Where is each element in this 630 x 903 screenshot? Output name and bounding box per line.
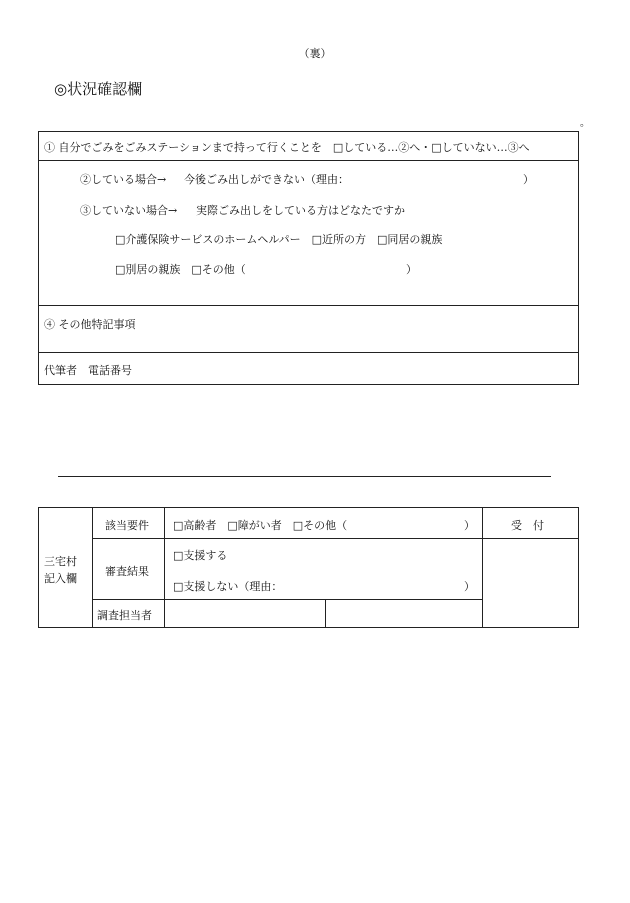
question-3-label: ③していない場合→: [80, 204, 178, 217]
helper-options-row-2: □別居の親族 □その他（: [115, 263, 246, 276]
investigator-label: 調査担当者: [97, 609, 152, 622]
requirement-label: 該当要件: [105, 519, 149, 532]
requirement-close: ）: [464, 519, 475, 532]
question-2-text: 今後ごみ出しができない（理由：: [184, 173, 349, 186]
separator-line: [58, 476, 551, 477]
helper-options-row-2-close: ）: [406, 263, 417, 276]
row-divider: [39, 160, 578, 161]
col-divider: [482, 508, 483, 627]
question-2-close: ）: [523, 173, 534, 186]
review-close: ）: [464, 580, 475, 593]
other-notes-label: ④ その他特記事項: [44, 318, 136, 331]
proxy-phone-label: 代筆者 電話番号: [44, 364, 132, 377]
row-divider: [92, 538, 578, 539]
page-side-label: （裏）: [298, 47, 332, 60]
question-1-text: ① 自分でごみをごみステーションまで持って行くことを □している…②へ・□していない…③へ: [44, 141, 530, 154]
receipt-label: 受 付: [511, 519, 544, 532]
office-row-header-line2: 記入欄: [44, 572, 77, 585]
office-row-header-line1: 三宅村: [44, 555, 77, 568]
question-3-text: 実際ごみ出しをしている方はどなたですか: [196, 204, 405, 217]
row-divider: [39, 352, 578, 353]
status-confirmation-box: [38, 131, 579, 385]
question-2-label: ②している場合→: [80, 173, 167, 186]
row-divider: [39, 305, 578, 306]
helper-options-row-1: □介護保険サービスのホームヘルパー □近所の方 □同居の親族: [115, 233, 443, 246]
office-use-table: [38, 507, 579, 628]
review-label: 審査結果: [105, 565, 149, 578]
col-divider: [325, 599, 326, 627]
review-no-support-option: □支援しない（理由：: [173, 580, 283, 593]
corner-mark: 。: [580, 118, 590, 129]
review-support-option: □支援する: [173, 549, 228, 562]
section-title: ◎状況確認欄: [54, 80, 143, 98]
requirement-options: □高齢者 □障がい者 □その他（: [173, 519, 348, 532]
col-divider: [164, 508, 165, 627]
col-divider: [92, 508, 93, 627]
row-divider: [92, 599, 482, 600]
